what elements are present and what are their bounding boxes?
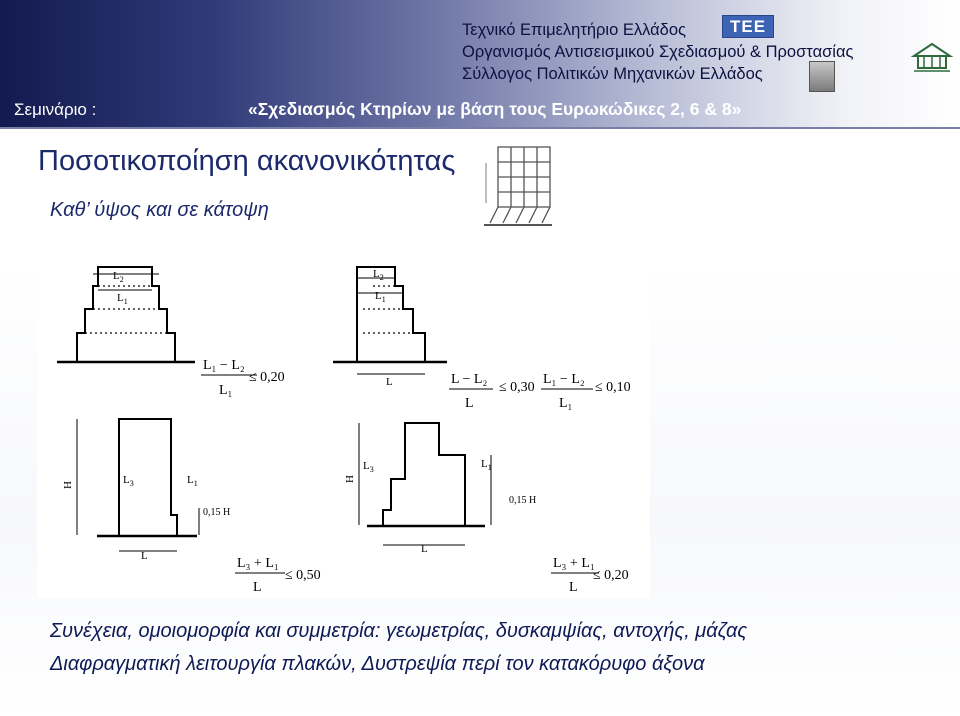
org-line-3: Σύλλογος Πολιτικών Μηχανικών Ελλάδος [462, 65, 763, 83]
label-L1-b4: $L_1$ [481, 458, 492, 472]
seminar-label: Σεμινάριο : [14, 100, 97, 119]
label-015H-b3: 0,15 H [203, 507, 231, 518]
label-H-b3: H [62, 481, 74, 489]
label-L2-b2: $L_2$ [373, 268, 384, 282]
label-L1-b2: $L_1$ [375, 290, 386, 304]
oasp-logo [910, 40, 954, 76]
label-L1-b3: $L_1$ [187, 474, 198, 488]
svg-text:L₃ + L₁: L₃ + L₁ [237, 556, 279, 571]
formula-5 [551, 556, 629, 595]
label-H-b4: H [344, 475, 356, 483]
svg-text:L: L [253, 580, 262, 595]
label-L3-b4: $L_3$ [363, 460, 374, 474]
svg-text:≤ 0,50: ≤ 0,50 [285, 568, 321, 583]
svg-text:L₃ + L₁: L₃ + L₁ [553, 556, 595, 571]
svg-text:≤ 0,30: ≤ 0,30 [499, 380, 535, 395]
svg-text:L: L [569, 580, 578, 595]
organization-lines [462, 19, 853, 85]
building-4-outline [383, 423, 465, 525]
label-L-b3: L [141, 550, 148, 562]
formula-4 [235, 556, 321, 595]
header-divider [0, 127, 960, 129]
label-015H-b4: 0,15 H [509, 495, 537, 506]
formula-3 [541, 372, 631, 411]
building-1-outline [77, 267, 175, 361]
org-line-2: Οργανισμός Αντισεισμικού Σχεδιασμού & Προστασίας [462, 43, 854, 61]
tee-logo: TEE [722, 15, 774, 38]
formula-1 [201, 358, 285, 398]
irregularity-figure [37, 241, 650, 598]
bullet-2: Διαφραγματική λειτουργία πλακών, Δυστρεψία περί τον κατακόρυφο άξονα [50, 653, 705, 675]
svg-text:L − L₂: L − L₂ [451, 372, 488, 387]
svg-text:L: L [465, 396, 474, 411]
svg-text:L₁: L₁ [559, 396, 573, 411]
slide-title: Ποσοτικοποίηση ακανονικότητας [38, 145, 456, 177]
label-L-b2: L [386, 376, 393, 388]
label-L3-b3: $L_3$ [123, 474, 134, 488]
label-L2-b1: $L_2$ [113, 270, 124, 284]
portrait-photo [809, 61, 835, 92]
svg-text:L₁ − L₂: L₁ − L₂ [203, 358, 245, 373]
building-2-outline [357, 267, 425, 361]
svg-text:L₁ − L₂: L₁ − L₂ [543, 372, 585, 387]
svg-text:≤ 0,20: ≤ 0,20 [593, 568, 629, 583]
svg-text:L₁: L₁ [219, 383, 233, 398]
irregularity-diagram [37, 241, 650, 598]
svg-text:≤ 0,20: ≤ 0,20 [249, 370, 285, 385]
building-thumbnail-icon [478, 143, 554, 228]
org-line-1: Τεχνικό Επιμελητήριο Ελλάδος [462, 21, 686, 39]
bullet-1: Συνέχεια, ομοιομορφία και συμμετρία: γεωμετρίας, δυσκαμψίας, αντοχής, μάζας [50, 620, 748, 642]
seminar-title: «Σχεδιασμός Κτηρίων με βάση τους Ευρωκώδικες 2, 6 & 8» [248, 99, 742, 119]
formula-2 [449, 372, 535, 411]
svg-text:≤ 0,10: ≤ 0,10 [595, 380, 631, 395]
label-L1-b1: $L_1$ [117, 292, 128, 306]
slide-subtitle: Καθ’ ύψος και σε κάτοψη [50, 199, 269, 221]
label-L-b4: L [421, 543, 428, 555]
